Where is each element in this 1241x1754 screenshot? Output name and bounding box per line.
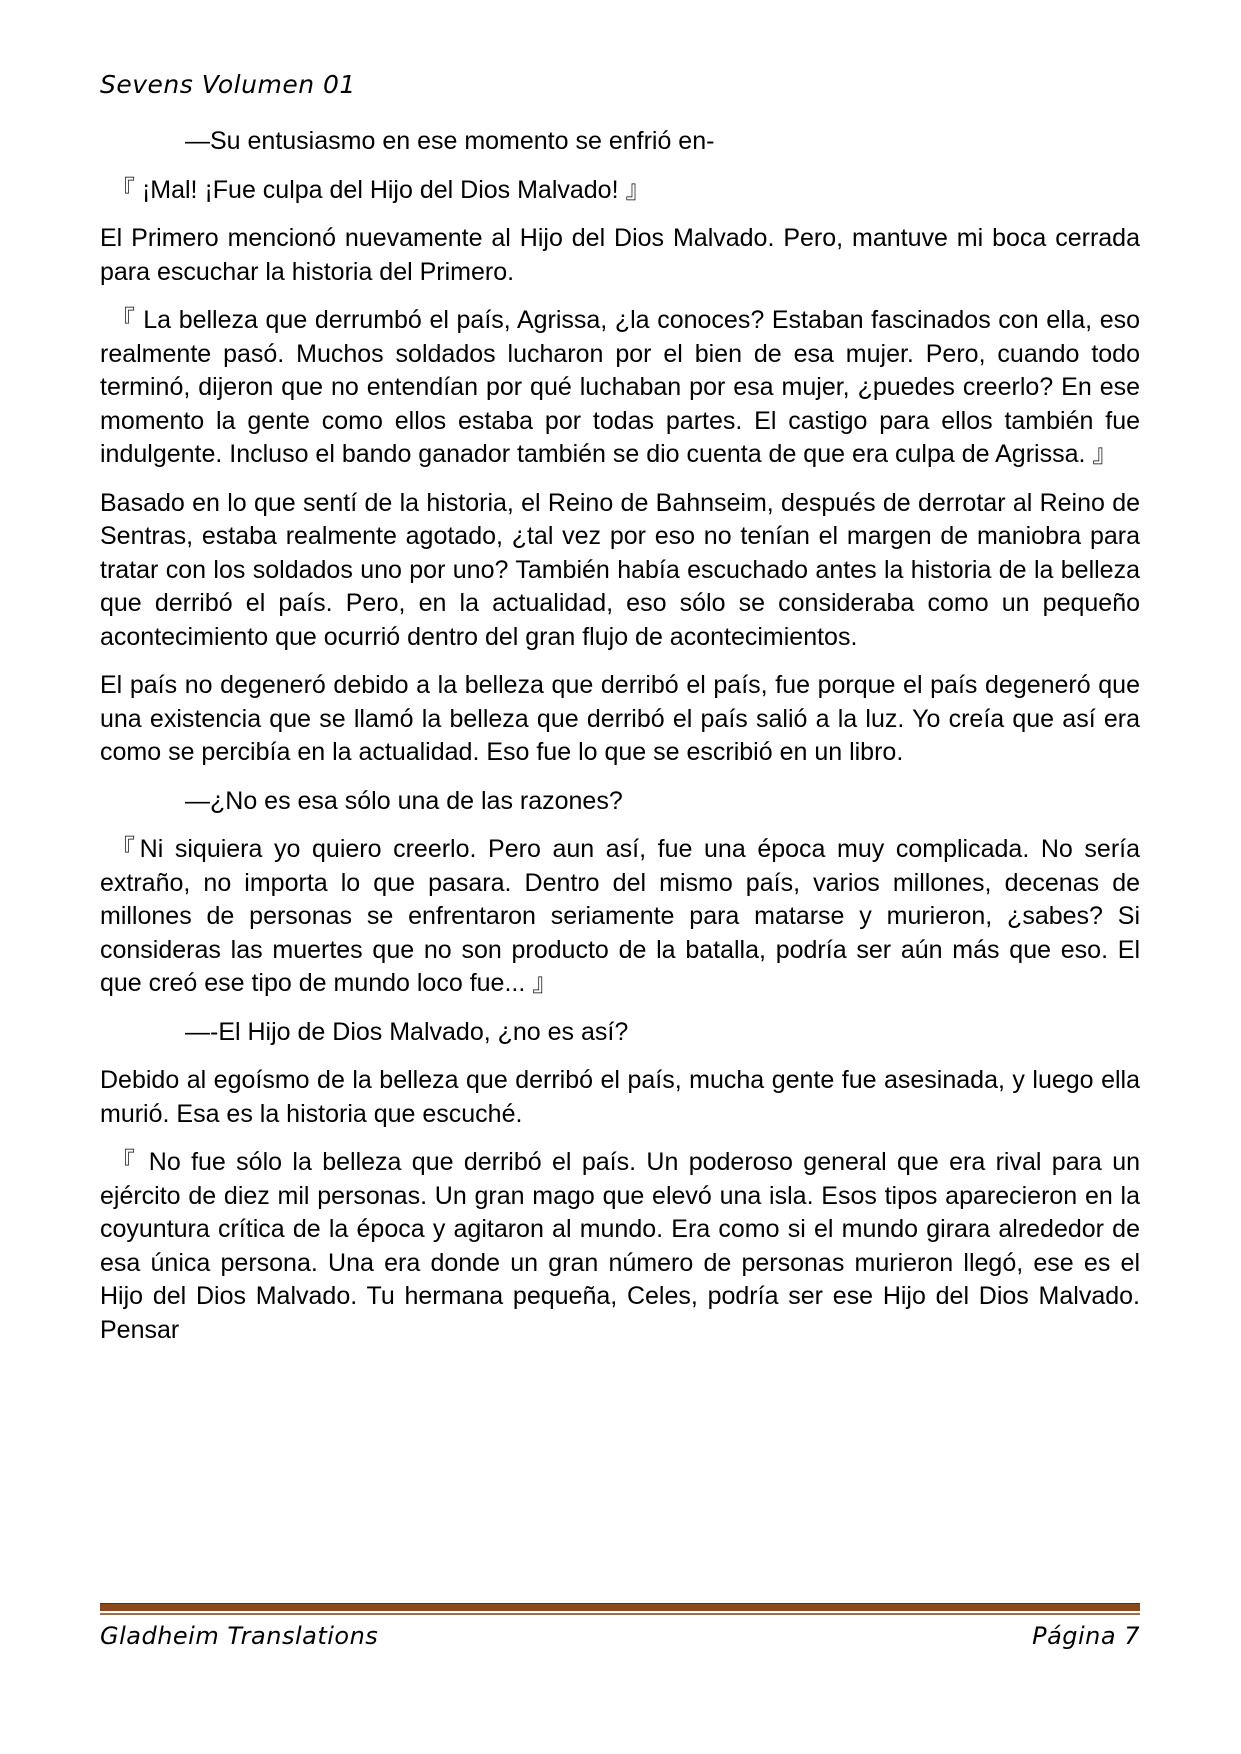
- quote-paragraph: 『 La belleza que derrumbó el país, Agrissa, ¿la conoces? Estaban fascinados con ella, eso realmente pasó. Muchos soldados lucharon por el bien de esa mujer. Pero, cuando todo terminó, dijeron que no entendían por qué luchaban por esa mujer, ¿puedes creerlo? En ese momento la gente como ellos estaba por todas partes. El castigo para ellos también fue indulgente. Incluso el bando ganador también se dio cuenta de que era culpa de Agrissa. 』: [100, 306, 1140, 468]
- document-content: [100, 125, 1140, 1347]
- dialogue-line: —¿No es esa sólo una de las razones?: [185, 786, 623, 815]
- body-paragraph: El país no degeneró debido a la belleza que derribó el país, fue porque el país degeneró que una existencia que se llamó la belleza que derribó el país salió a la luz. Yo creía que así era como se percibía en la actualidad. Eso fue lo que se escribió en un libro.: [100, 671, 1140, 766]
- quote-paragraph: 『Ni siquiera yo quiero creerlo. Pero aun así, fue una época muy complicada. No sería extraño, no importa lo que pasara. Dentro del mismo país, varios millones, decenas de millones de personas se enfrentaron seriamente para matarse y murieron, ¿sabes? Si consideras las muertes que no son producto de la batalla, podría ser aún más que eso. El que creó ese tipo de mundo loco fue... 』: [100, 835, 1140, 997]
- footer-rule-thick-bar: [100, 1603, 1140, 1611]
- body-paragraph: Basado en lo que sentí de la historia, el Reino de Bahnseim, después de derrotar al Reino de Sentras, estaba realmente agotado, ¿tal vez por eso no tenían el margen de maniobra para tratar con los soldados uno por uno? También había escuchado antes la historia de la belleza que derribó el país. Pero, en la actualidad, eso sólo se consideraba como un pequeño acontecimiento que ocurrió dentro del gran flujo de acontecimientos.: [100, 488, 1140, 651]
- dialogue-line: —Su entusiasmo en ese momento se enfrió en-: [185, 127, 715, 155]
- footer-divider-rule: [100, 1603, 1140, 1615]
- page-number: Página 7: [1032, 1622, 1140, 1650]
- body-paragraph: El Primero mencionó nuevamente al Hijo del Dios Malvado. Pero, mantuve mi boca cerrada para escuchar la historia del Primero.: [100, 224, 1140, 286]
- page-header-title: Sevens Volumen 01: [100, 70, 356, 99]
- footer-rule-thin-bar: [100, 1613, 1140, 1615]
- quote-paragraph: 『 No fue sólo la belleza que derribó el país. Un poderoso general que era rival para un ejército de diez mil personas. Un gran mago que elevó una isla. Esos tipos aparecieron en la coyuntura crítica de la época y agitaron al mundo. Era como si el mundo girara alrededor de esa única persona. Una era donde un gran número de personas murieron llegó, ese es el Hijo del Dios Malvado. Tu hermana pequeña, Celes, podría ser ese Hijo del Dios Malvado. Pensar: [100, 1148, 1140, 1344]
- translator-credit: Gladheim Translations: [100, 1622, 379, 1650]
- page-footer: [100, 1622, 1140, 1650]
- body-paragraph: Debido al egoísmo de la belleza que derribó el país, mucha gente fue asesinada, y luego ella murió. Esa es la historia que escuché.: [100, 1066, 1140, 1128]
- quote-paragraph: 『 ¡Mal! ¡Fue culpa del Hijo del Dios Malvado! 』: [110, 175, 651, 204]
- dialogue-line: —-El Hijo de Dios Malvado, ¿no es así?: [185, 1017, 629, 1046]
